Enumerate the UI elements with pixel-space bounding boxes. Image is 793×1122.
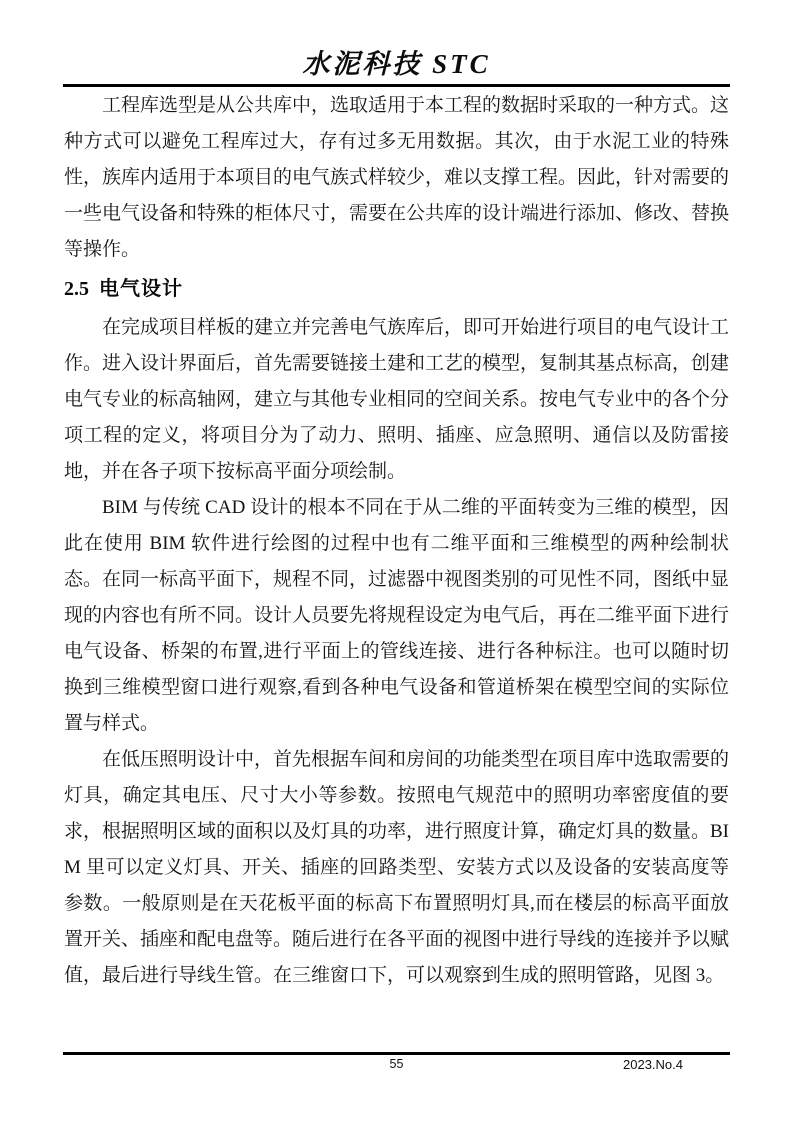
section-title: 电气设计 — [99, 278, 183, 300]
paragraph-electrical-design: 在完成项目样板的建立并完善电气族库后，即可开始进行项目的电气设计工作。进入设计界面后，首先需要链接土建和工艺的模型，复制其基点标高，创建电气专业的标高轴网，建立与其他专业相同的空间关系。按电气专业中的各个分项工程的定义，将项目分为了动力、照明、插座、应急照明、通信以及防雷接地，并在各子项下按标高平面分项绘制。 — [64, 317, 730, 482]
issue-number: 2023.No.4 — [623, 1057, 683, 1072]
footer-rule — [63, 1052, 730, 1055]
paragraph-project-library: 工程库选型是从公共库中，选取适用于本工程的数据时采取的一种方式。这种方式可以避免工程库过大，存有过多无用数据。其次，由于水泥工业的特殊性，族库内适用于本项目的电气族式样较少，难以支撑工程。因此，针对需要的一些电气设备和特殊的柜体尺寸，需要在公共库的设计端进行添加、修改、替换等操作。 — [64, 95, 730, 260]
section-heading — [64, 271, 729, 307]
paragraph-lighting-design: 在低压照明设计中，首先根据车间和房间的功能类型在项目库中选取需要的灯具，确定其电压、尺寸大小等参数。按照电气规范中的照明功率密度值的要求，根据照明区域的面积以及灯具的功率，进行照度计算，确定灯具的数量。BIM 里可以定义灯具、开关、插座的回路类型、安装方式以及设备的安装高度等参数。一般原则是在天花板平面的标高下布置照明灯具,而在楼层的标高平面放置开关、插座和配电盘等。随后进行在各平面的视图中进行导线的连接并予以赋值，最后进行导线生管。在三维窗口下，可以观察到生成的照明管路，见图 3。 — [64, 749, 730, 986]
journal-title: 水泥科技 STC — [302, 49, 491, 79]
paragraph-bim-vs-cad: BIM 与传统 CAD 设计的根本不同在于从二维的平面转变为三维的模型，因此在使用 BIM 软件进行绘图的过程中也有二维平面和三维模型的两种绘制状态。在同一标高平面下，规程不同，过滤器中视图类别的可见性不同，图纸中显现的内容也有所不同。设计人员要先将规程设定为电气后，再在二维平面下进行电气设备、桥架的布置,进行平面上的管线连接、进行各种标注。也可以随时切换到三维模型窗口进行观察,看到各种电气设备和管道桥架在模型空间的实际位置与样式。 — [64, 497, 730, 734]
page-number: 55 — [389, 1057, 404, 1071]
header-rule — [63, 84, 730, 87]
page-body — [64, 88, 729, 994]
section-number: 2.5 — [64, 278, 89, 300]
